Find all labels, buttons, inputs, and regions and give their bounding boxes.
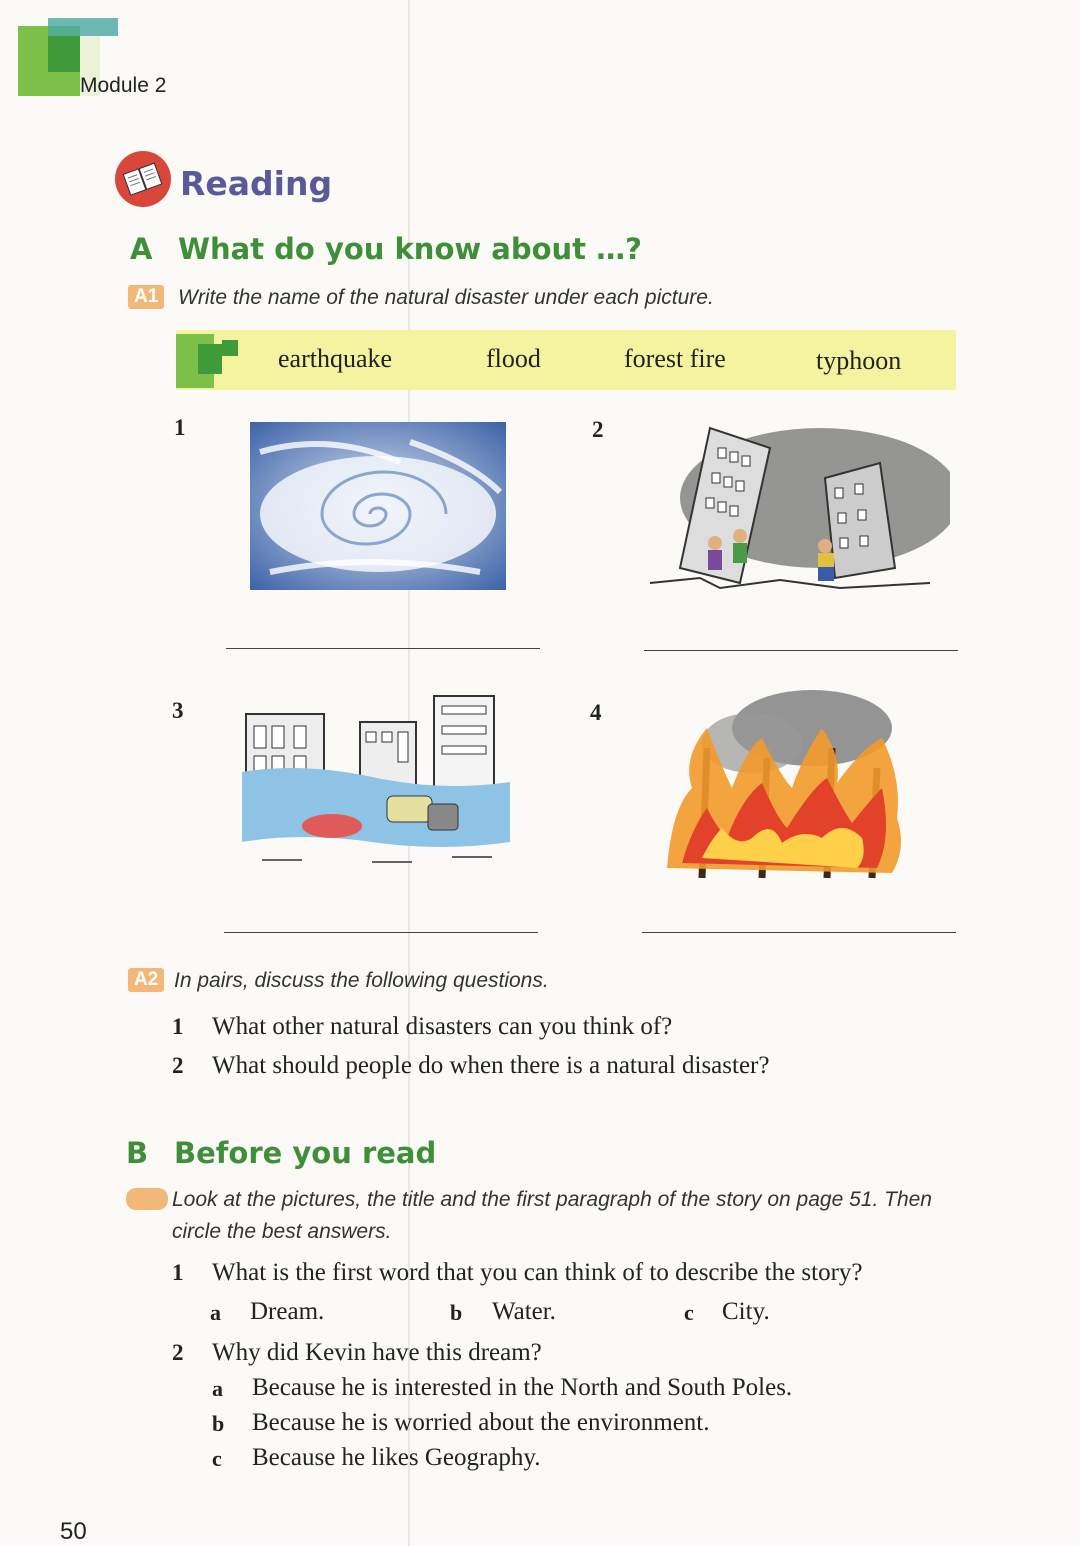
part-b-tag <box>126 1188 168 1210</box>
a1-instruction: Write the name of the natural disaster under each picture. <box>178 286 714 309</box>
option-text[interactable]: Because he likes Geography. <box>252 1444 541 1471</box>
word-bank-item: flood <box>486 344 541 373</box>
picture-number: 3 <box>172 698 184 723</box>
question-text: Why did Kevin have this dream? <box>212 1339 542 1366</box>
a2-instruction: In pairs, discuss the following questions. <box>174 969 549 992</box>
option-text[interactable]: Dream. <box>250 1298 325 1325</box>
option-text[interactable]: Because he is interested in the North and South Poles. <box>252 1374 793 1401</box>
a2-tag-wrap <box>128 968 164 992</box>
page-number: 50 <box>60 1518 87 1545</box>
earthquake-buildings-icon <box>640 418 950 596</box>
answer-line[interactable] <box>226 648 540 649</box>
answer-line[interactable] <box>642 932 956 933</box>
part-a-heading: What do you know about …? <box>178 232 642 266</box>
discussion-question: What other natural disasters can you think of? <box>212 1013 673 1040</box>
part-b-instruction-line1: Look at the pictures, the title and the first paragraph of the story on page 51. Then <box>172 1188 932 1211</box>
question-number: 1 <box>172 1014 184 1039</box>
discussion-question: What should people do when there is a natural disaster? <box>212 1052 770 1079</box>
option-text[interactable]: Because he is worried about the environment. <box>252 1409 710 1436</box>
part-b-instruction-line2: circle the best answers. <box>172 1220 392 1243</box>
picture-number: 4 <box>590 700 602 725</box>
a2-tag: A2 <box>128 968 164 992</box>
part-b-heading: Before you read <box>174 1136 437 1170</box>
part-b-letter: B <box>126 1136 149 1170</box>
picture-number: 2 <box>592 417 604 442</box>
word-bank-item: earthquake <box>278 344 393 373</box>
option-letter: b <box>212 1411 225 1436</box>
option-letter: b <box>450 1300 463 1325</box>
option-text[interactable]: Water. <box>492 1298 556 1325</box>
option-letter: a <box>210 1300 221 1325</box>
question-number: 1 <box>172 1260 184 1285</box>
question-number: 2 <box>172 1340 184 1365</box>
module-label: Module 2 <box>80 74 167 97</box>
a1-tag: A1 <box>128 285 164 309</box>
option-letter: c <box>212 1446 222 1471</box>
question-number: 2 <box>172 1053 184 1078</box>
answer-line[interactable] <box>644 650 958 651</box>
section-title: Reading <box>180 164 333 203</box>
word-bank <box>176 330 956 390</box>
answer-line[interactable] <box>224 932 538 933</box>
reading-book-icon <box>114 150 172 208</box>
option-text[interactable]: City. <box>722 1298 770 1325</box>
a1-tag-wrap <box>128 285 164 309</box>
question-text: What is the first word that you can think of to describe the story? <box>212 1259 863 1286</box>
option-letter: c <box>684 1300 694 1325</box>
option-letter: a <box>212 1376 223 1401</box>
word-bank-item: forest fire <box>624 344 726 373</box>
word-bank-item: typhoon <box>816 346 902 375</box>
word-bank-logo <box>176 330 240 390</box>
part-a-letter: A <box>130 232 153 266</box>
forest-fire-icon <box>662 688 912 884</box>
typhoon-satellite-icon <box>250 422 506 590</box>
flood-city-icon <box>242 692 510 872</box>
picture-number: 1 <box>174 415 186 440</box>
